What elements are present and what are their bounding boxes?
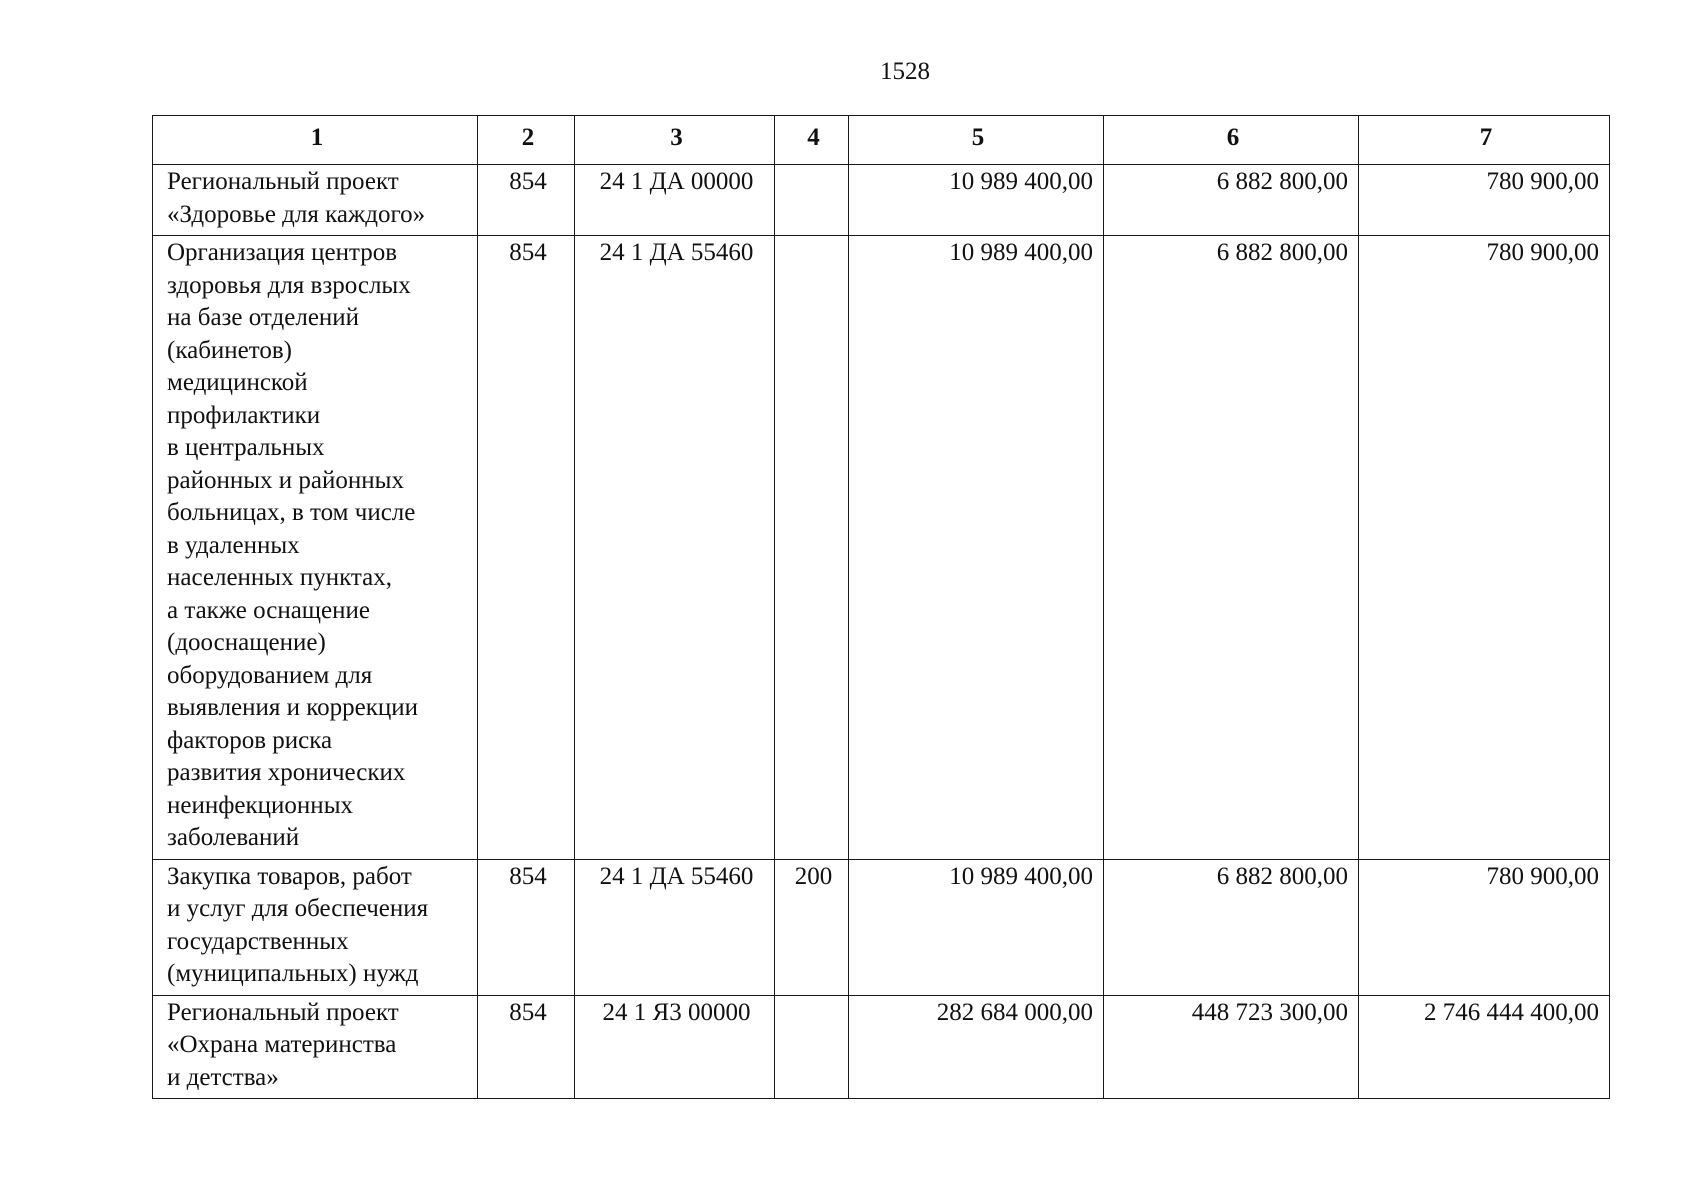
table-body — [153, 165, 1610, 1099]
name-line: в удаленных — [167, 531, 300, 559]
cell-target-article: 24 1 ДА 00000 — [575, 165, 775, 236]
page-number: 1528 — [880, 58, 930, 85]
cell-target-article: 24 1 Я3 00000 — [575, 995, 775, 1099]
name-line: неинфекционных — [167, 791, 353, 819]
header-col-6: 6 — [1104, 116, 1359, 165]
name-line: и детства» — [167, 1063, 279, 1091]
cell-name — [153, 236, 478, 860]
cell-amount-year-2: 6 882 800,00 — [1104, 165, 1359, 236]
cell-department-code: 854 — [478, 236, 575, 860]
cell-expense-type — [775, 165, 849, 236]
name-line: заболеваний — [167, 824, 300, 851]
cell-amount-year-2: 6 882 800,00 — [1104, 236, 1359, 860]
name-line: здоровья для взрослых — [167, 271, 411, 299]
cell-name — [153, 995, 478, 1099]
cell-amount-year-1: 10 989 400,00 — [849, 859, 1104, 995]
name-line: Региональный проект — [167, 998, 399, 1026]
header-col-3: 3 — [575, 116, 775, 165]
cell-amount-year-2: 6 882 800,00 — [1104, 859, 1359, 995]
budget-table — [152, 115, 1610, 1099]
header-row — [153, 116, 1610, 165]
name-line: оборудованием для — [167, 661, 373, 689]
name-line: медицинской — [167, 369, 308, 396]
header-col-7: 7 — [1359, 116, 1610, 165]
cell-expense-type — [775, 236, 849, 860]
cell-department-code: 854 — [478, 995, 575, 1099]
cell-amount-year-3: 2 746 444 400,00 — [1359, 995, 1610, 1099]
table-row — [153, 995, 1610, 1099]
name-line: в центральных — [167, 434, 325, 461]
name-line: на базе отделений — [167, 304, 360, 331]
name-line: «Охрана материнства — [167, 1031, 397, 1058]
name-line: и услуг для обеспечения — [167, 895, 429, 922]
cell-name — [153, 165, 478, 236]
name-line: населенных пунктах, — [167, 564, 392, 591]
cell-amount-year-1: 10 989 400,00 — [849, 236, 1104, 860]
cell-department-code: 854 — [478, 859, 575, 995]
name-line: Региональный проект — [167, 168, 399, 195]
name-line: Закупка товаров, работ — [167, 862, 412, 890]
name-line: профилактики — [167, 401, 321, 429]
table-row — [153, 236, 1610, 860]
name-line: (дооснащение) — [167, 629, 326, 656]
header-col-1: 1 — [153, 116, 478, 165]
header-col-5: 5 — [849, 116, 1104, 165]
cell-amount-year-1: 282 684 000,00 — [849, 995, 1104, 1099]
header-col-2: 2 — [478, 116, 575, 165]
cell-target-article: 24 1 ДА 55460 — [575, 859, 775, 995]
cell-amount-year-1: 10 989 400,00 — [849, 165, 1104, 236]
cell-expense-type — [775, 995, 849, 1099]
cell-amount-year-3: 780 900,00 — [1359, 859, 1610, 995]
name-line: государственных — [167, 927, 349, 955]
name-line: факторов риска — [167, 726, 333, 754]
name-line: больницах, в том числе — [167, 499, 416, 526]
cell-amount-year-3: 780 900,00 — [1359, 236, 1610, 860]
name-line: «Здоровье для каждого» — [167, 200, 426, 228]
name-line: Организация центров — [167, 239, 398, 266]
cell-amount-year-3: 780 900,00 — [1359, 165, 1610, 236]
table-row — [153, 859, 1610, 995]
cell-expense-type: 200 — [775, 859, 849, 995]
name-line: районных и районных — [167, 466, 404, 494]
table-row — [153, 165, 1610, 236]
name-line: выявления и коррекции — [167, 694, 419, 721]
table-header — [153, 116, 1610, 165]
name-line: (муниципальных) нужд — [167, 960, 419, 987]
cell-name — [153, 859, 478, 995]
cell-amount-year-2: 448 723 300,00 — [1104, 995, 1359, 1099]
header-col-4: 4 — [775, 116, 849, 165]
name-line: развития хронических — [167, 759, 406, 786]
cell-target-article: 24 1 ДА 55460 — [575, 236, 775, 860]
name-line: (кабинетов) — [167, 336, 292, 364]
cell-department-code: 854 — [478, 165, 575, 236]
name-line: а также оснащение — [167, 596, 371, 624]
